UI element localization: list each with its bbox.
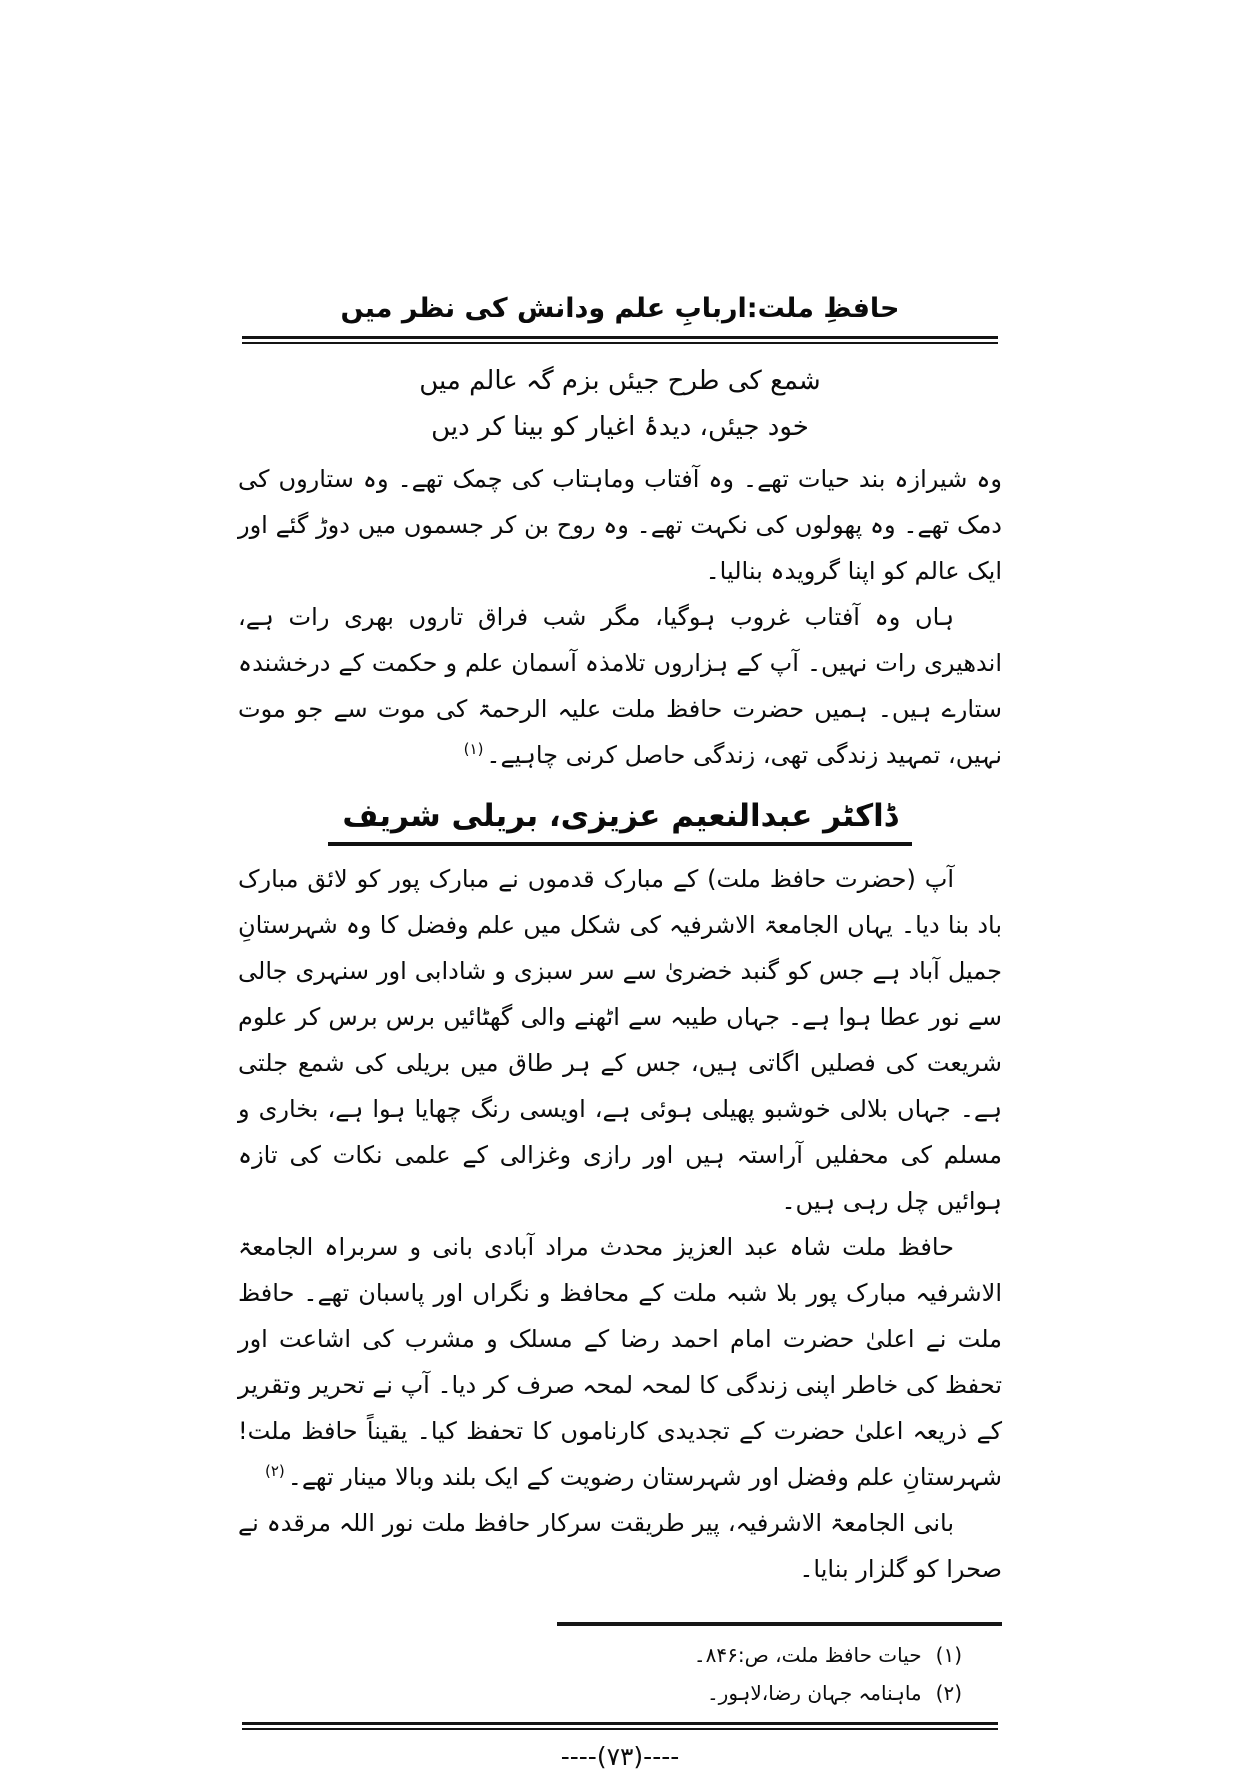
page-header-title: حافظِ ملت:اربابِ علم ودانش کی نظر میں — [340, 293, 900, 324]
paragraph-1 — [238, 456, 1002, 594]
paragraph-3-text: آپ (حضرت حافظ ملت) کے مبارک قدموں نے مبارک پور کو لائق مبارک باد بنا دیا۔ یہاں الجامعۃ الاشرفیہ کی شکل میں علم وفضل کا وہ شہرستانِ جمیل آباد ہے جس کو گنبد خضریٰ سے سر سبزی و شادابی اور سنہری جالی سے نور عطا ہوا ہے۔ جہاں طیبہ سے اٹھنے والی گھٹائیں برس برس کر علوم شریعت کی فصلیں اگاتی ہیں، جس کے ہر طاق میں بریلی کی شمع جلتی ہے۔ جہاں بلالی خوشبو پھیلی ہوئی ہے، اویسی رنگ چھایا ہوا ہے، بخاری و مسلم کی محفلیں آراستہ ہیں اور رازی وغزالی کے علمی نکات کی تازہ ہوائیں چل رہی ہیں۔ — [238, 865, 1002, 1215]
page-number: ----(۷۳)---- — [560, 1742, 680, 1771]
footnote-separator-rule — [557, 1622, 1002, 1626]
paragraph-4-text: حافظ ملت شاہ عبد العزیز محدث مراد آبادی بانی و سربراہ الجامعۃ الاشرفیہ مبارک پور بلا شبہ ملت کے محافظ و نگراں اور پاسبان تھے۔ حافظ ملت نے اعلیٰ حضرت امام احمد رضا کے مسلک و مشرب کی اشاعت اور تحفظ کی خاطر اپنی زندگی کا لمحہ لمحہ صرف کر دیا۔ آپ نے تحریر وتقریر کے ذریعہ اعلیٰ حضرت کے تجدیدی کارناموں کا تحفظ کیا۔ یقیناً حافظ ملت!شہرستانِ علم وفضل اور شہرستان رضویت کے ایک بلند وبالا مینار تھے۔ — [238, 1233, 1002, 1491]
footnote-ref-1: (۱) — [463, 740, 484, 758]
footnote-2-marker: (۲) — [935, 1681, 962, 1705]
verse-line-1: شمع کی طرح جیئں بزم گہ عالم میں — [419, 366, 821, 396]
footnote-1-text: حیات حافظ ملت، ص:۸۴۶۔ — [693, 1643, 922, 1667]
footnote-2-text: ماہنامہ جہان رضا،لاہور۔ — [706, 1681, 922, 1705]
paragraph-4 — [238, 1224, 1002, 1500]
verse-block — [238, 358, 1002, 450]
paragraph-2 — [238, 594, 1002, 778]
footnote-item-2 — [238, 1674, 962, 1712]
section-heading-text: ڈاکٹر عبدالنعیم عزیزی، بریلی شریف — [328, 794, 911, 846]
footnote-ref-2: (۲) — [264, 1462, 285, 1480]
paragraph-2-text: ہاں وہ آفتاب غروب ہوگیا، مگر شب فراق تاروں بھری رات ہے، اندھیری رات نہیں۔ آپ کے ہزاروں تلامذہ آسمان علم و حکمت کے درخشندہ ستارے ہیں۔ ہمیں حضرت حافظ ملت علیہ الرحمۃ کی موت سے جو موت نہیں، تمہید زندگی تھی، زندگی حاصل کرنی چاہیے۔ — [238, 603, 1002, 769]
footnotes-block — [238, 1636, 1002, 1712]
paragraph-3 — [238, 856, 1002, 1224]
paragraph-5-text: بانی الجامعۃ الاشرفیہ، پیر طریقت سرکار حافظ ملت نور اللہ مرقدہ نے صحرا کو گلزار بنایا۔ — [238, 1509, 1002, 1583]
footer-double-rule — [242, 1722, 998, 1730]
section-heading — [238, 794, 1002, 846]
paragraph-1-text: وہ شیرازہ بند حیات تھے۔ وہ آفتاب وماہتاب کی چمک تھے۔ وہ ستاروں کی دمک تھے۔ وہ پھولوں کی نکہت تھے۔ وہ روح بن کر جسموں میں دوڑ گئے اور ایک عالم کو اپنا گرویدہ بنالیا۔ — [238, 465, 1002, 585]
verse-line-2: خود جیئں، دیدۂ اغیار کو بینا کر دیں — [431, 412, 809, 442]
footnote-item-1 — [238, 1636, 962, 1674]
header-double-rule — [242, 336, 998, 344]
footnote-1-marker: (۱) — [935, 1643, 962, 1667]
paragraph-5 — [238, 1500, 1002, 1592]
